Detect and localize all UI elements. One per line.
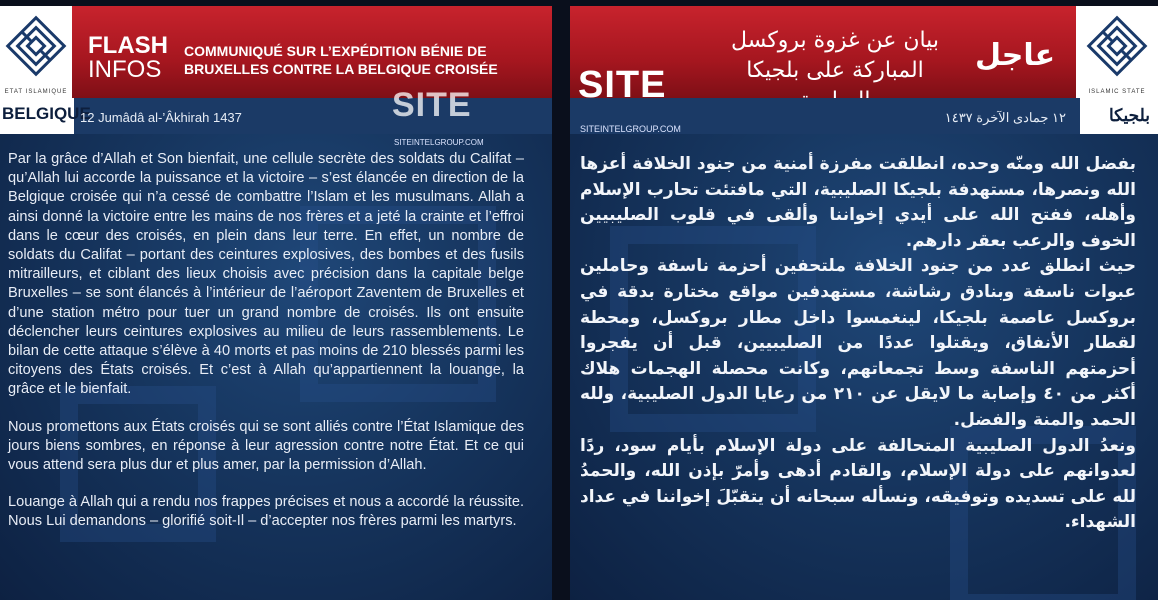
paragraph: ونعدُ الدول الصليبية المتحالفة على دولة الإسلام بأيام سود، ردًا لعدوانهم على دولة الإسلام، والقادم أدهى وأمرّ بإذن الله، والحمدُ لله على تسديده وتوفيقه، ونسأله سبحانه أن يتقبّلَ إخواننا في عداد الشهداء.	[580, 435, 1136, 533]
islamic-state-logo	[1076, 6, 1158, 98]
paragraph: حيث انطلق عدد من جنود الخلافة ملتحفين أحزمة ناسفة وحاملين عبوات ناسفة وبنادق رشاشة، مستهدفين مواقع مختارة بدقة في بروكسل عاصمة بلجيكا، لينغمسوا داخل مطار بروكسل، ومحطة لقطار الأنفاق، ويقتلوا عددًا من الصليبيين، قبل أن يفجروا أحزمتهم الناسفة وسط تجمعاتهم، وكانت محصلة الهجمات هلاك أكثر من ٤٠ وإصابة ما لايقل عن ٢١٠ من رعايا الدول الصليبية، ولله الحمد والمنة والفضل.	[580, 256, 1137, 430]
flash-label: عاجل	[975, 38, 1056, 73]
islamic-state-logo	[0, 6, 72, 98]
statement-body	[8, 150, 524, 550]
date-text: 12 Jumâdâ al-’Âkhirah 1437	[80, 110, 242, 125]
country-label: BELGIQUE	[2, 104, 91, 123]
statement-body	[580, 152, 1136, 536]
infos-label: INFOS	[88, 56, 162, 83]
logo-emblem-icon	[1076, 6, 1158, 86]
logo-caption: ISLAMIC STATE	[1088, 89, 1146, 95]
logo-caption: ETAT ISLAMIQUE	[4, 89, 68, 95]
site-url: SITEINTELGROUP.COM	[580, 124, 681, 134]
site-watermark-logo: SITE	[392, 86, 472, 124]
paragraph: Nous promettons aux États croisés qui se sont alliés contre l’État Islamique des jours biens sombres, en réponse à leur agression contre notre État. Et ce qui vous attend sera plus dur et plus amer, par la permission d’Allah.	[8, 418, 524, 474]
french-statement-panel	[0, 6, 552, 600]
paragraph: Louange à Allah qui a rendu nos frappes précises et nous a accordé la réussite. Nous Lui demandons – glorifié soit-Il – d’accepter nos frères parmi les martyrs.	[8, 494, 524, 530]
paragraph: بفضل الله ومنّه وحده، انطلقت مفرزة أمنية من جنود الخلافة أعزها الله ونصرها، مستهدفة بلجيكا الصليبية، التي مافتئت تحارب الإسلام وأهله، ففتح الله على أيدي إخواننا وألقى في قلوب الصليبيين الخوف والرعب بعقر دارهم.	[580, 154, 1136, 251]
country-label: بلجيكا	[1108, 106, 1150, 125]
arabic-statement-panel	[570, 6, 1158, 600]
headline: بيان عن غزوة بروكسل المباركة على بلجيكا	[731, 28, 939, 83]
site-url: SITEINTELGROUP.COM	[394, 138, 484, 147]
paragraph: Par la grâce d’Allah et Son bienfait, une cellule secrète des soldats du Califat – qu’Allah lui accorde la puissance et la victoire – s’est élancée en direction de la Belgique croisée qui n’a cessé de combattre l’Islam et les musulmans. Allah a ainsi donné la victoire entre les mains de nos frères et a jeté la crainte et l’effroi dans le cœur des croisés, en plein dans leur terre. En effet, un nombre de soldats du Califat – portant des ceintures explosives, des bombes et des fusils mitrailleurs, et ciblant des lieux choisis avec précision dans la capitale belge Bruxelles – se sont élancés à l’intérieur de l’aéroport Zaventem de Bruxelles et d’une station métro pour tuer un grand nombre de croisés. Ils ont ensuite déclencher leurs ceintures explosives au milieu de leurs rassemblements. Le bilan de cette attaque s’élève à 40 morts et pas moins de 210 blessés parmi les citoyens des États croisés. Et c’est à Allah qu’appartiennent la louange, la grâce et le bienfait.	[8, 151, 524, 398]
logo-emblem-icon	[0, 6, 72, 86]
headline: COMMUNIQUÉ SUR L’EXPÉDITION BÉNIE DE BRUXELLES CONTRE LA BELGIQUE CROISÉE	[184, 43, 498, 77]
flash-label: FLASH	[88, 32, 168, 59]
date-text: ١٢ جمادى الآخرة ١٤٣٧	[944, 110, 1066, 125]
site-watermark-logo: SITE	[578, 64, 667, 106]
